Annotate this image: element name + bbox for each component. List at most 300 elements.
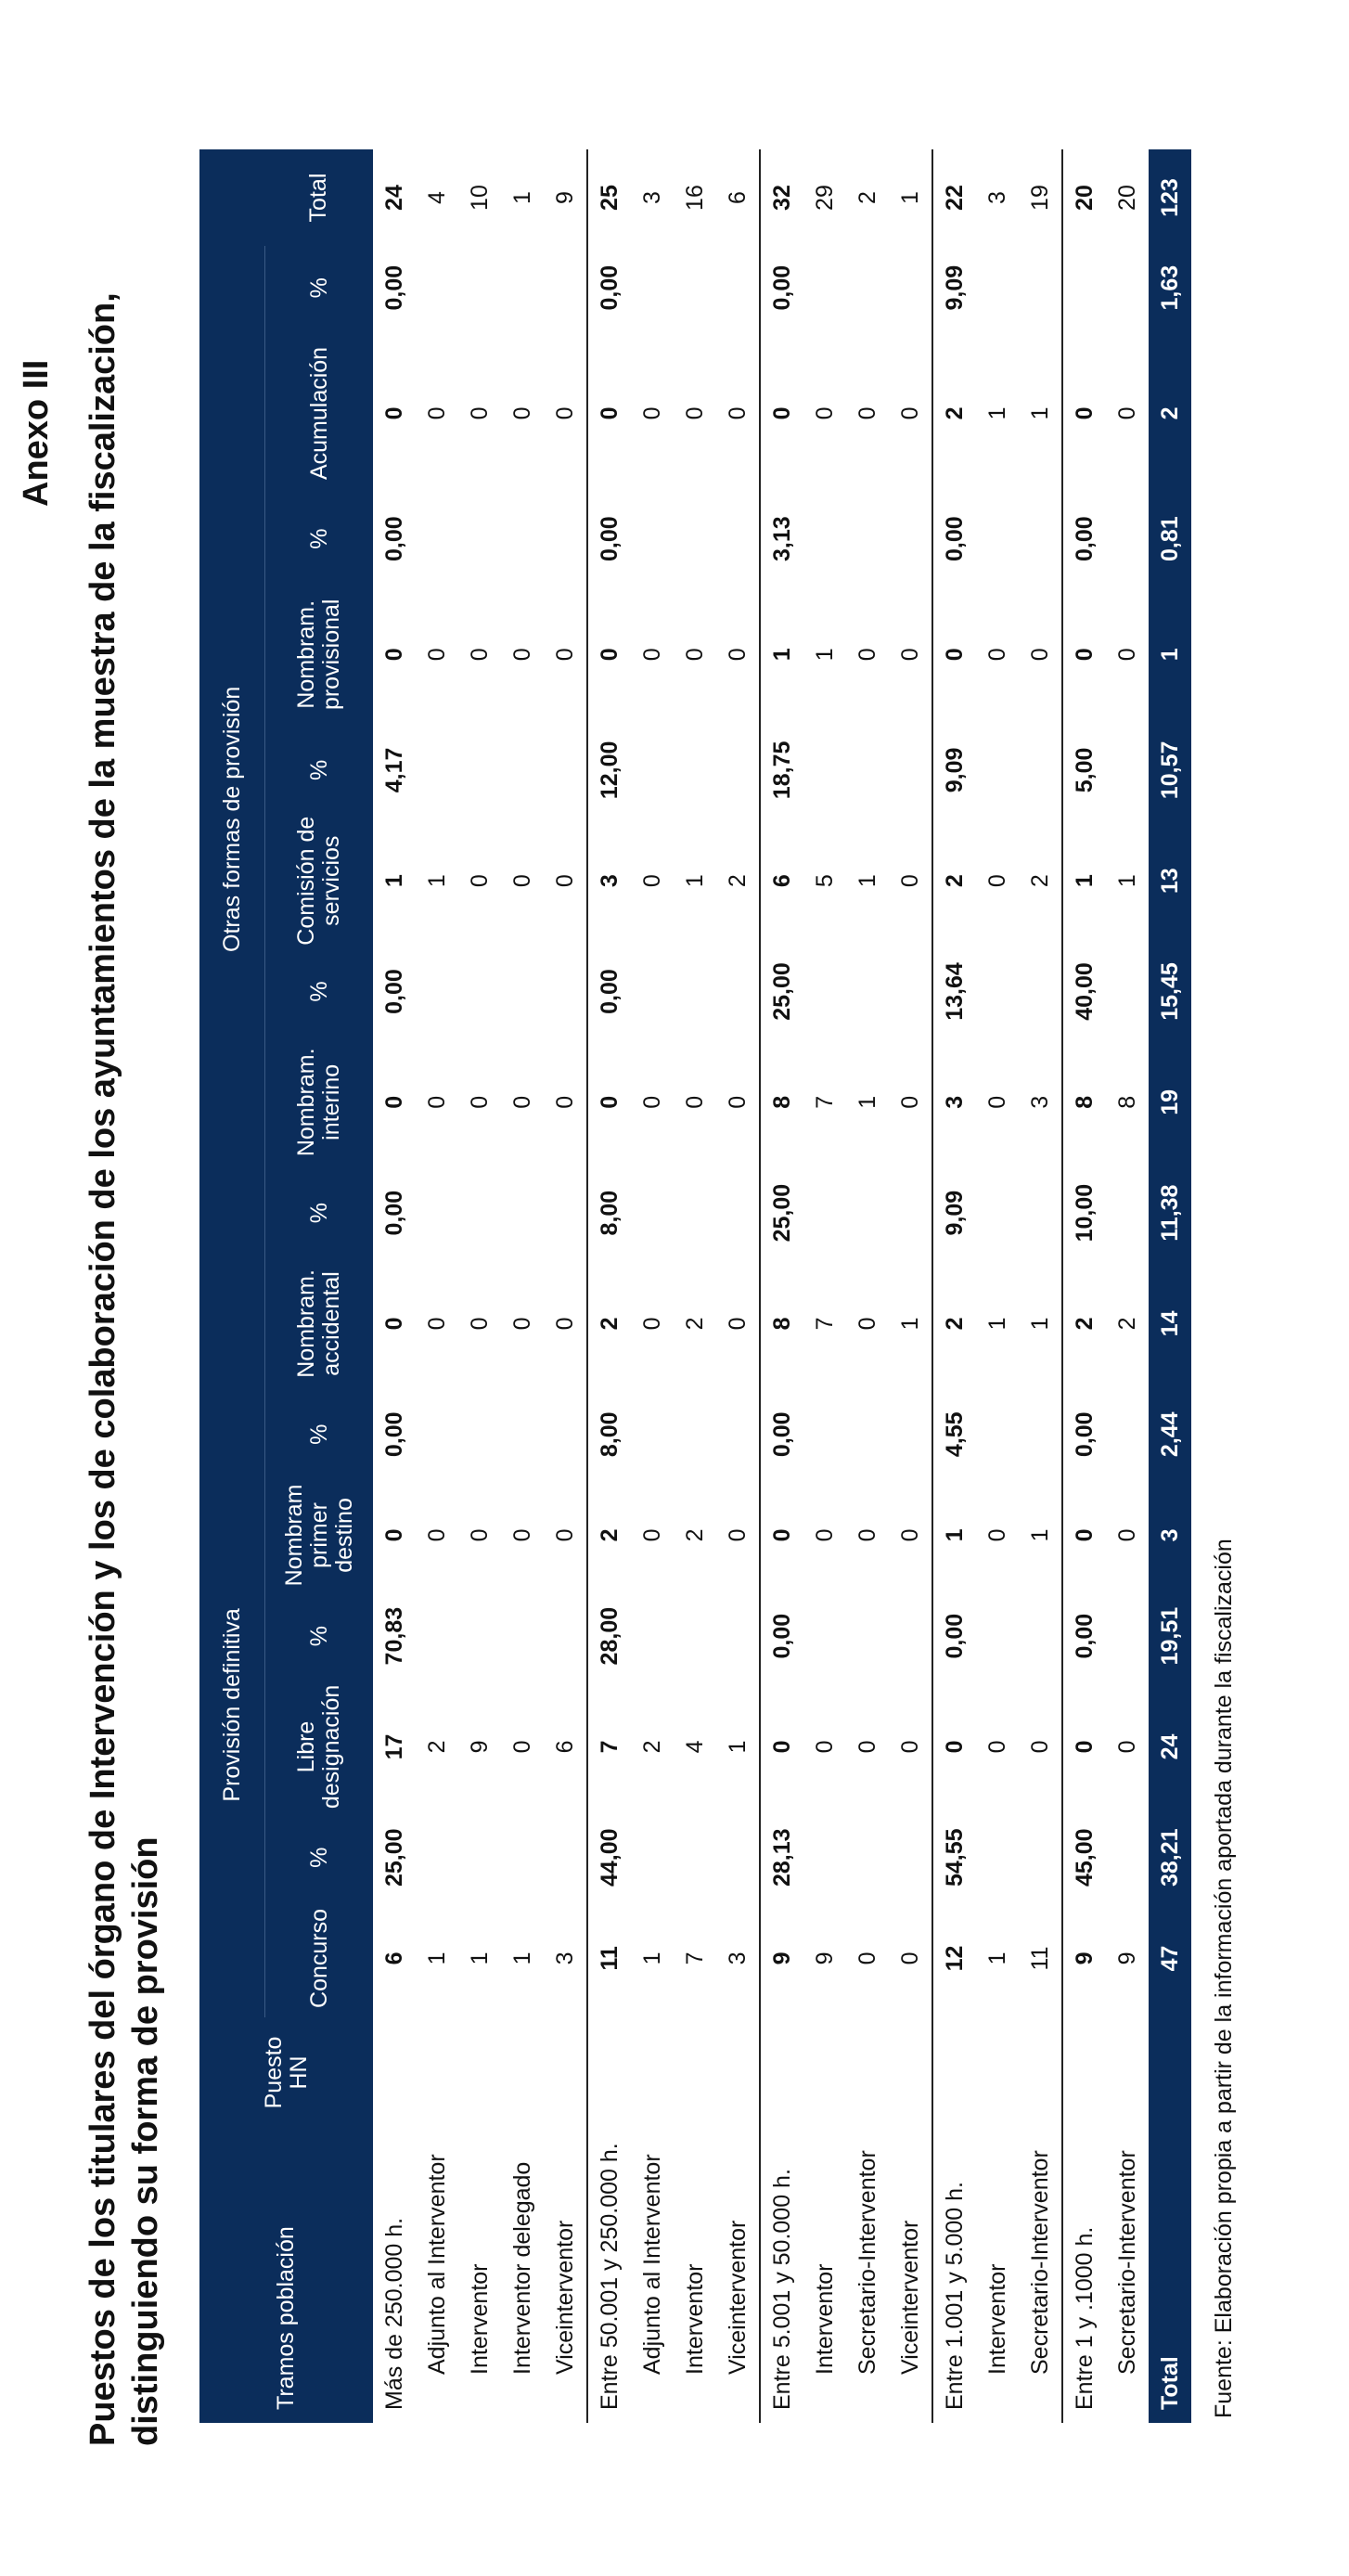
table-cell: 0 [423, 1317, 450, 1331]
table-cell: 0 [380, 1317, 407, 1331]
total-cell: 15,45 [1149, 949, 1191, 1033]
total-cell: 3 [1149, 1476, 1191, 1594]
table-cell [846, 949, 889, 1033]
table-cell: 0 [508, 874, 535, 888]
table-cell: 8 [760, 1255, 803, 1392]
table-cell [631, 2017, 674, 2128]
table-cell: 3 [1026, 1095, 1053, 1109]
table-cell: 45,00 [1062, 1816, 1106, 1900]
table-cell: 1 [932, 1476, 976, 1594]
table-cell: 1 [508, 191, 535, 204]
table-cell: 0 [681, 648, 708, 662]
table-cell [1019, 1816, 1062, 1900]
table-cell [674, 1594, 716, 1678]
table-cell [544, 1393, 587, 1476]
table-cell [416, 497, 458, 581]
source-note: Fuente: Elaboración propia a partir de la información aportada durante la fiscalización [1211, 1539, 1237, 2418]
table-cell [803, 1594, 846, 1678]
table-row [674, 149, 716, 2423]
table-cell: 10,00 [1062, 1171, 1106, 1255]
table-cell [631, 949, 674, 1033]
table-cell: 0 [854, 1528, 880, 1542]
table-cell [458, 949, 501, 1033]
table-cell: 0 [983, 1740, 1010, 1754]
table-cell [976, 949, 1019, 1033]
total-cell: 123 [1149, 149, 1191, 246]
table-cell: 18,75 [760, 728, 803, 812]
table-cell: 0 [587, 581, 631, 728]
table-cell [544, 728, 587, 812]
table-cell [803, 497, 846, 581]
table-row [1106, 149, 1149, 2423]
total-cell: 47 [1149, 1900, 1191, 2017]
table-cell: 1 [1026, 406, 1053, 420]
table-row [803, 149, 846, 2423]
table-cell: 9,09 [932, 728, 976, 812]
table-cell: 1 [811, 648, 838, 662]
table-cell [760, 2017, 803, 2128]
table-cell: 1 [423, 874, 450, 888]
table-cell [631, 1594, 674, 1678]
table-cell [889, 1816, 932, 1900]
table-cell: 4 [423, 191, 450, 204]
total-cell: 13 [1149, 812, 1191, 949]
table-row [1019, 149, 1062, 2423]
table-cell: 9 [551, 191, 578, 204]
table-cell: 0 [380, 1528, 407, 1542]
table-cell: 0 [551, 1528, 578, 1542]
table-cell: 0 [1113, 406, 1140, 420]
table-cell: 20 [1062, 149, 1106, 246]
total-cell [1149, 2017, 1191, 2128]
table-cell: 3 [638, 191, 665, 204]
table-cell [716, 1393, 760, 1476]
table-cell: 0,00 [760, 246, 803, 329]
table-cell: 0 [760, 1678, 803, 1815]
table-cell [932, 2017, 976, 2128]
table-cell [1019, 2017, 1062, 2128]
table-cell: 0 [508, 1528, 535, 1542]
total-cell: 38,21 [1149, 1816, 1191, 1900]
table-cell: 0 [380, 1095, 407, 1109]
table-row [889, 149, 932, 2423]
table-cell: 0 [1026, 648, 1053, 662]
table-cell [458, 497, 501, 581]
table-cell [544, 949, 587, 1033]
table-cell: 0 [638, 648, 665, 662]
table-cell: 3,13 [760, 497, 803, 581]
table-cell: 0,00 [932, 497, 976, 581]
table-cell [846, 1171, 889, 1255]
total-cell: 1,63 [1149, 246, 1191, 329]
table-cell: 2 [587, 1255, 631, 1392]
table-cell [458, 728, 501, 812]
table-row [544, 149, 587, 2423]
table-cell [889, 1171, 932, 1255]
table-cell [1106, 1393, 1149, 1476]
table-cell: 2 [587, 1476, 631, 1594]
table-cell [416, 2017, 458, 2128]
total-cell: 2 [1149, 329, 1191, 496]
table-cell: 8 [1113, 1095, 1140, 1109]
table-cell: 4,17 [380, 747, 407, 793]
row-label: Viceinterventor [724, 2220, 751, 2375]
total-cell: 14 [1149, 1255, 1191, 1392]
table-cell: 0 [932, 1678, 976, 1815]
table-cell [846, 1816, 889, 1900]
table-cell [889, 728, 932, 812]
table-cell [631, 728, 674, 812]
table-cell: 1 [724, 1740, 751, 1754]
total-cell: 24 [1149, 1678, 1191, 1815]
col-acumulacion: Acumulación [265, 329, 374, 496]
table-cell: 0,00 [380, 969, 407, 1014]
table-cell: 0 [638, 1317, 665, 1331]
table-cell: 44,00 [587, 1816, 631, 1900]
table-cell [716, 246, 760, 329]
table-cell: 0 [896, 1095, 923, 1109]
table-cell: 0 [983, 1528, 1010, 1542]
table-cell: 2 [854, 191, 880, 204]
table-cell: 9,09 [932, 246, 976, 329]
table-cell: 0,00 [1062, 497, 1106, 581]
table-cell: 1 [380, 874, 407, 888]
col-libre: Libre designación [265, 1678, 374, 1815]
table-cell [674, 728, 716, 812]
table-cell [889, 2017, 932, 2128]
total-cell: 11,38 [1149, 1171, 1191, 1255]
table-cell: 25,00 [380, 1828, 407, 1887]
table-cell: 0 [551, 406, 578, 420]
table-cell: 0 [811, 1528, 838, 1542]
table-cell [631, 497, 674, 581]
total-cell: 19,51 [1149, 1594, 1191, 1678]
table-cell [501, 1171, 544, 1255]
table-cell [889, 497, 932, 581]
table-cell: 0 [932, 581, 976, 728]
table-cell: 0 [983, 648, 1010, 662]
table-cell [716, 2017, 760, 2128]
table-cell: 1 [760, 581, 803, 728]
table-cell: 22 [932, 149, 976, 246]
table-cell: 0,00 [587, 246, 631, 329]
table-cell: 9,09 [932, 1171, 976, 1255]
table-cell: 8,00 [587, 1171, 631, 1255]
table-cell: 0 [1062, 1678, 1106, 1815]
table-row [416, 149, 458, 2423]
table-cell [803, 1816, 846, 1900]
table-cell: 4 [681, 1740, 708, 1754]
table-cell: 11 [1026, 1946, 1053, 1971]
table-cell [501, 497, 544, 581]
table-cell: 1 [983, 406, 1010, 420]
row-label: Entre 1 y .1000 h. [1062, 2128, 1106, 2423]
table-cell: 0 [983, 1095, 1010, 1109]
table-cell: 2 [1062, 1255, 1106, 1392]
table-cell: 70,83 [380, 1606, 407, 1666]
table-cell: 8 [760, 1034, 803, 1171]
table-cell: 2 [932, 329, 976, 496]
table-cell: 0 [854, 1951, 880, 1965]
table-cell: 0 [423, 406, 450, 420]
table-cell: 0 [508, 1317, 535, 1331]
table-cell: 9 [1113, 1951, 1140, 1965]
table-cell: 0,00 [760, 1393, 803, 1476]
table-cell: 0 [760, 329, 803, 496]
table-cell: 10 [466, 185, 493, 211]
total-cell: 1 [1149, 581, 1191, 728]
col-tramos: Tramos población [199, 2128, 373, 2423]
row-label: Secretario-Interventor [1113, 2150, 1140, 2375]
total-label: Total [1149, 2128, 1191, 2423]
col-pct: % [265, 728, 374, 812]
table-cell [803, 728, 846, 812]
table-cell: 0 [423, 1528, 450, 1542]
table-cell: 0 [466, 406, 493, 420]
table-row [631, 149, 674, 2423]
table-cell: 2 [681, 1528, 708, 1542]
table-cell: 0,00 [932, 1594, 976, 1678]
table-cell: 0 [638, 1528, 665, 1542]
table-cell: 12,00 [587, 728, 631, 812]
total-cell: 0,81 [1149, 497, 1191, 581]
table-cell: 0 [551, 1317, 578, 1331]
table-cell [544, 1594, 587, 1678]
table-cell [1106, 1816, 1149, 1900]
table-cell: 9 [466, 1740, 493, 1754]
table-cell [976, 1594, 1019, 1678]
table-cell: 1 [638, 1951, 665, 1965]
table-cell [716, 1171, 760, 1255]
provision-table [199, 149, 1191, 2423]
table-cell [716, 497, 760, 581]
total-row [1149, 149, 1191, 2423]
table-row [587, 149, 631, 2423]
table-cell: 0 [1113, 648, 1140, 662]
table-cell [716, 949, 760, 1033]
table-cell: 2 [932, 1255, 976, 1392]
table-cell: 2 [1026, 874, 1053, 888]
table-cell: 5 [811, 874, 838, 888]
table-cell [1106, 497, 1149, 581]
table-cell: 0 [466, 648, 493, 662]
table-cell: 54,55 [932, 1816, 976, 1900]
table-cell [674, 949, 716, 1033]
col-puesto: Puesto HN [199, 2017, 373, 2128]
table-cell: 0 [811, 1740, 838, 1754]
table-cell [1106, 1594, 1149, 1678]
table-row [846, 149, 889, 2423]
table-cell [587, 2017, 631, 2128]
table-cell [889, 949, 932, 1033]
table-cell: 3 [587, 812, 631, 949]
table-cell: 9 [760, 1900, 803, 2017]
table-cell: 1 [896, 191, 923, 204]
table-cell: 3 [551, 1951, 578, 1965]
table-cell: 0 [1026, 1740, 1053, 1754]
table-row [1062, 149, 1106, 2423]
table-cell [544, 2017, 587, 2128]
table-cell: 6 [724, 191, 751, 204]
table-cell: 0 [896, 874, 923, 888]
col-interino: Nombram. interino [265, 1034, 374, 1171]
table-cell: 0 [551, 874, 578, 888]
row-label: Interventor [811, 2263, 838, 2375]
table-cell [501, 246, 544, 329]
table-cell: 7 [681, 1951, 708, 1965]
table-cell: 25,00 [760, 1171, 803, 1255]
table-cell: 2 [724, 874, 751, 888]
table-cell: 0 [1062, 329, 1106, 496]
table-cell: 0 [508, 1740, 535, 1754]
row-label: Secretario-Interventor [1026, 2150, 1053, 2375]
table-cell [631, 1393, 674, 1476]
table-cell [544, 246, 587, 329]
table-cell: 0 [508, 406, 535, 420]
table-cell: 0 [724, 1528, 751, 1542]
table-cell [416, 1816, 458, 1900]
col-total: Total [265, 149, 374, 246]
table-cell: 0,00 [1062, 1594, 1106, 1678]
table-cell: 1 [423, 1951, 450, 1965]
table-cell: 9 [1062, 1900, 1106, 2017]
table-cell: 1 [1026, 1528, 1053, 1542]
table-cell: 29 [811, 185, 838, 211]
table-cell: 0 [466, 1095, 493, 1109]
row-label: Interventor [983, 2263, 1010, 2375]
table-cell: 1 [681, 874, 708, 888]
table-cell [1019, 1393, 1062, 1476]
table-cell: 8 [1062, 1034, 1106, 1171]
table-cell: 1 [983, 1317, 1010, 1331]
table-cell: 1 [1026, 1317, 1053, 1331]
table-cell: 0 [983, 874, 1010, 888]
table-cell [1019, 1171, 1062, 1255]
table-cell [674, 246, 716, 329]
group-provision-definitiva: Provisión definitiva [199, 1393, 265, 2017]
table-row [760, 149, 803, 2423]
table-cell: 2 [638, 1740, 665, 1754]
table-cell: 1 [1113, 874, 1140, 888]
table-cell [674, 2017, 716, 2128]
table-cell [1106, 1171, 1149, 1255]
table-cell [716, 728, 760, 812]
table-cell [501, 1594, 544, 1678]
table-cell [631, 1816, 674, 1900]
table-cell [1019, 1594, 1062, 1678]
table-cell [501, 949, 544, 1033]
table-cell: 0 [724, 648, 751, 662]
table-cell: 1 [854, 874, 880, 888]
table-cell [674, 1816, 716, 1900]
table-cell: 0 [896, 1740, 923, 1754]
table-cell: 6 [551, 1740, 578, 1754]
table-cell: 19 [1026, 185, 1053, 211]
table-cell [889, 1393, 932, 1476]
table-row [932, 149, 976, 2423]
table-cell [631, 1171, 674, 1255]
table-cell [846, 246, 889, 329]
table-cell: 9 [811, 1951, 838, 1965]
col-accidental: Nombram. accidental [265, 1255, 374, 1392]
table-cell: 0 [423, 1095, 450, 1109]
table-cell: 0 [724, 406, 751, 420]
group-otras-formas: Otras formas de provisión [199, 246, 265, 1393]
row-label: Viceinterventor [896, 2220, 923, 2375]
table-cell: 25 [587, 149, 631, 246]
col-primer-destino: Nombram primer destino [265, 1476, 374, 1594]
table-cell: 0,00 [1062, 1393, 1106, 1476]
table-cell: 0 [896, 1528, 923, 1542]
table-cell [373, 2017, 416, 2128]
table-cell [544, 497, 587, 581]
table-cell [846, 497, 889, 581]
table-cell: 0 [466, 874, 493, 888]
table-cell [846, 1594, 889, 1678]
col-pct: % [265, 949, 374, 1033]
table-cell: 0,00 [587, 949, 631, 1033]
table-cell: 2 [423, 1740, 450, 1754]
table-cell [803, 1171, 846, 1255]
table-cell [1062, 246, 1106, 329]
table-cell: 0 [1113, 1740, 1140, 1754]
table-cell: 17 [380, 1733, 407, 1760]
table-cell: 0 [638, 874, 665, 888]
col-pct: % [265, 246, 374, 329]
table-cell [416, 1393, 458, 1476]
row-label: Más de 250.000 h. [380, 2217, 407, 2410]
table-cell: 0 [854, 1317, 880, 1331]
table-cell: 12 [932, 1900, 976, 2017]
row-label: Entre 1.001 y 5.000 h. [932, 2128, 976, 2423]
table-cell: 0 [1113, 1528, 1140, 1542]
table-cell: 0 [724, 1095, 751, 1109]
table-cell: 0,00 [380, 516, 407, 562]
table-cell [889, 246, 932, 329]
table-cell: 28,00 [587, 1594, 631, 1678]
table-cell [846, 2017, 889, 2128]
table-cell [416, 1171, 458, 1255]
table-cell: 0 [854, 406, 880, 420]
col-provisional: Nombram. provisional [265, 581, 374, 728]
table-cell: 40,00 [1062, 949, 1106, 1033]
table-cell: 0 [587, 329, 631, 496]
table-cell [1019, 728, 1062, 812]
table-cell: 1 [508, 1951, 535, 1965]
table-cell: 3 [724, 1951, 751, 1965]
table-cell: 0 [854, 1740, 880, 1754]
table-cell: 2 [1113, 1317, 1140, 1331]
table-cell [501, 1393, 544, 1476]
table-cell: 24 [380, 185, 407, 211]
table-cell: 5,00 [1062, 728, 1106, 812]
table-cell: 0 [896, 1951, 923, 1965]
table-cell: 0,00 [760, 1594, 803, 1678]
table-cell [1062, 2017, 1106, 2128]
table-cell: 0 [760, 1476, 803, 1594]
table-cell [716, 1816, 760, 1900]
row-label: Secretario-Interventor [854, 2150, 880, 2375]
table-cell [674, 497, 716, 581]
table-cell [803, 949, 846, 1033]
table-cell: 28,13 [760, 1816, 803, 1900]
table-cell: 0 [508, 648, 535, 662]
table-cell: 0 [896, 406, 923, 420]
table-cell: 4,55 [932, 1393, 976, 1476]
table-cell: 16 [681, 185, 708, 211]
table-cell: 7 [811, 1317, 838, 1331]
table-cell [458, 246, 501, 329]
